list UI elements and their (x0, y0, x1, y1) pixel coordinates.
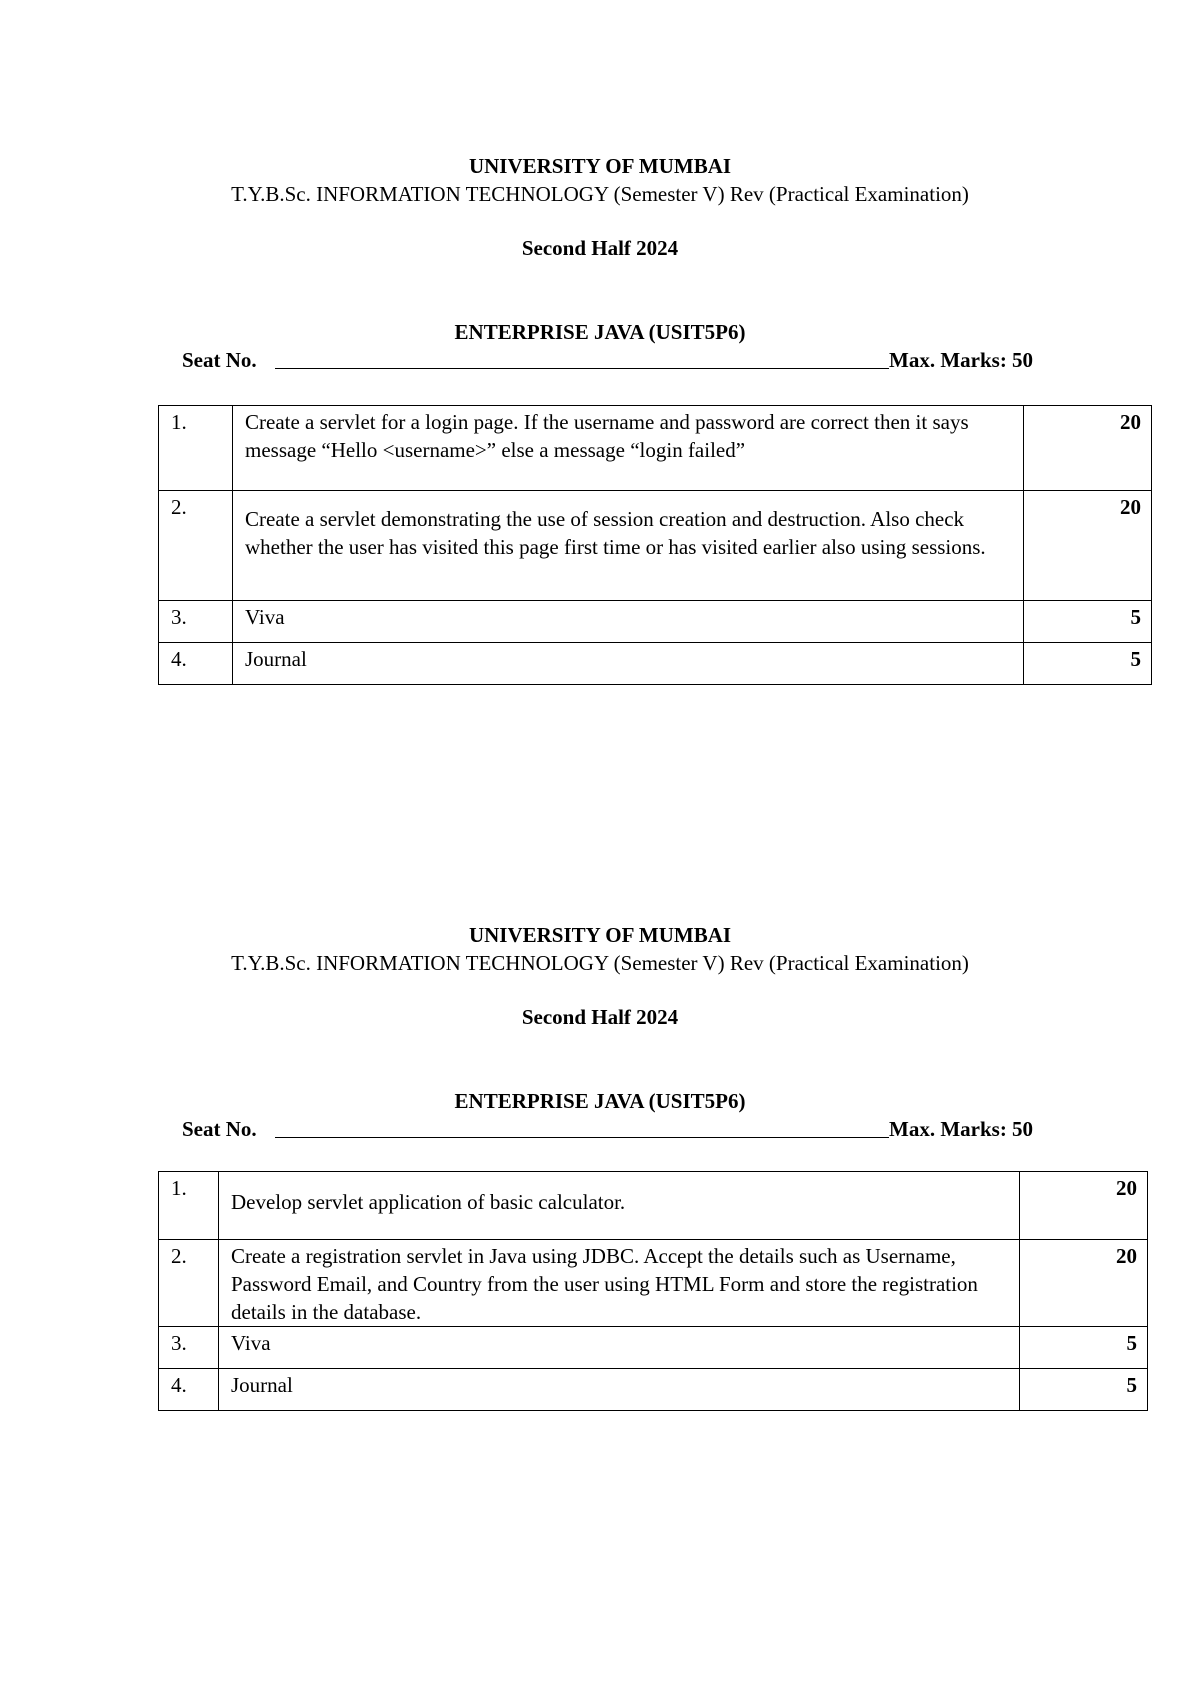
question-text: Develop servlet application of basic calculator. (219, 1172, 1020, 1240)
question-marks: 5 (1024, 601, 1152, 643)
question-marks: 5 (1024, 643, 1152, 685)
max-marks: Max. Marks: 50 (889, 348, 1034, 372)
table-row (159, 643, 1152, 685)
questions-table (158, 405, 1152, 685)
table-row (159, 1327, 1148, 1369)
program-title: T.Y.B.Sc. INFORMATION TECHNOLOGY (Semester V) Rev (Practical Examination) (231, 182, 969, 206)
question-marks: 20 (1024, 406, 1152, 491)
question-number: 2. (159, 1240, 219, 1327)
program-title: T.Y.B.Sc. INFORMATION TECHNOLOGY (Semester V) Rev (Practical Examination) (231, 951, 969, 975)
question-number: 4. (159, 643, 233, 685)
question-marks: 5 (1020, 1369, 1148, 1411)
subject-title: ENTERPRISE JAVA (USIT5P6) (454, 320, 746, 344)
table-row (159, 1172, 1148, 1240)
exam-paper-1 (0, 152, 1200, 671)
question-marks: 20 (1020, 1240, 1148, 1327)
university-name: UNIVERSITY OF MUMBAI (468, 154, 732, 178)
question-number: 4. (159, 1369, 219, 1411)
question-marks: 5 (1020, 1327, 1148, 1369)
question-text: Create a registration servlet in Java using JDBC. Accept the details such as Username, Password Email, and Country from the user using HTML Form and store the registration details in the database. (219, 1240, 1020, 1327)
seat-label: Seat No. (182, 1117, 257, 1141)
question-number: 1. (159, 1172, 219, 1240)
seat-number-line (275, 1137, 889, 1138)
exam-paper-2 (0, 921, 1200, 1397)
seat-number-line (275, 368, 889, 369)
question-text: Create a servlet demonstrating the use of session creation and destruction. Also check whether the user has visited this page first time or has visited earlier also using sessions. (233, 491, 1024, 601)
table-row (159, 1240, 1148, 1327)
question-text: Create a servlet for a login page. If the username and password are correct then it says message “Hello <username>” else a message “login failed” (233, 406, 1024, 491)
exam-session: Second Half 2024 (521, 236, 679, 260)
question-text: Journal (219, 1369, 1020, 1411)
subject-title: ENTERPRISE JAVA (USIT5P6) (454, 1089, 746, 1113)
exam-session: Second Half 2024 (521, 1005, 679, 1029)
seat-row (0, 346, 1200, 374)
question-text: Journal (233, 643, 1024, 685)
question-number: 1. (159, 406, 233, 491)
question-text: Viva (219, 1327, 1020, 1369)
questions-table (158, 1171, 1148, 1411)
question-marks: 20 (1020, 1172, 1148, 1240)
table-row (159, 601, 1152, 643)
question-number: 3. (159, 601, 233, 643)
question-text: Viva (233, 601, 1024, 643)
seat-label: Seat No. (182, 348, 257, 372)
max-marks: Max. Marks: 50 (889, 1117, 1034, 1141)
question-marks: 20 (1024, 491, 1152, 601)
question-number: 3. (159, 1327, 219, 1369)
table-row (159, 406, 1152, 491)
seat-row (0, 1115, 1200, 1143)
university-name: UNIVERSITY OF MUMBAI (468, 923, 732, 947)
table-row (159, 491, 1152, 601)
table-row (159, 1369, 1148, 1411)
question-number: 2. (159, 491, 233, 601)
